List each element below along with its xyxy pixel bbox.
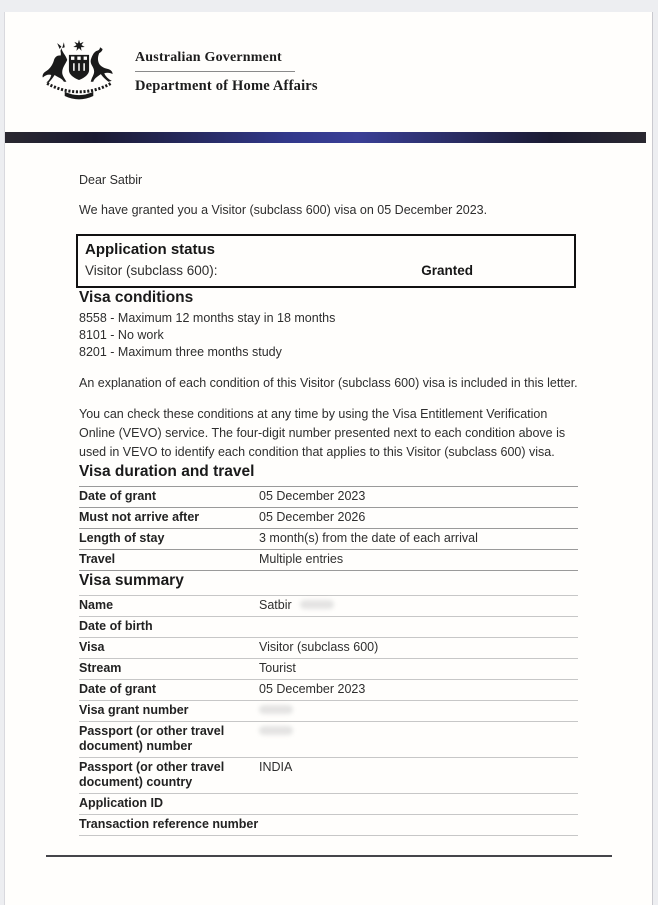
row-label: Visa grant number — [79, 703, 189, 717]
table-row — [79, 757, 578, 793]
row-label: Passport (or other travel document) number — [79, 724, 225, 753]
row-label: Length of stay — [79, 531, 165, 545]
footer-divider — [46, 855, 612, 857]
row-label: Stream — [79, 661, 122, 675]
table-row — [79, 637, 578, 658]
visa-summary-table — [79, 595, 578, 836]
row-value — [259, 598, 578, 613]
row-value-text: 05 December 2023 — [259, 682, 366, 696]
visa-conditions-list — [79, 310, 580, 361]
row-label: Name — [79, 598, 114, 612]
letter-page — [4, 12, 653, 905]
row-value-text: Satbir — [259, 598, 292, 612]
row-value — [259, 489, 578, 504]
visa-conditions-heading: Visa conditions — [79, 289, 194, 306]
row-value — [259, 661, 578, 676]
table-row — [79, 814, 578, 835]
row-value-text: 05 December 2023 — [259, 489, 366, 503]
visa-duration-heading: Visa duration and travel — [79, 463, 255, 480]
row-value — [259, 640, 578, 655]
table-row — [79, 595, 578, 616]
letterhead-text — [135, 50, 318, 95]
application-status-row — [85, 261, 567, 280]
table-row — [79, 658, 578, 679]
grant-statement: We have granted you a Visitor (subclass 600) visa on 05 December 2023. — [79, 203, 488, 217]
agency-name: Australian Government — [135, 50, 282, 65]
row-value — [259, 682, 578, 697]
vevo-note: You can check these conditions at any time by using the Visa Entitlement Verification Online (VEVO) service. The four-digit number presented next to each condition above is used in VEVO to identify each condition that applies to this Visitor (subclass 600) visa. — [79, 407, 566, 459]
row-value-text: Visitor (subclass 600) — [259, 640, 379, 654]
table-row — [79, 549, 578, 570]
table-row — [79, 528, 578, 549]
table-row — [79, 721, 578, 757]
row-value-text: Multiple entries — [259, 552, 344, 566]
condition-item: 8101 - No work — [79, 328, 164, 342]
row-value-text: 05 December 2026 — [259, 510, 366, 524]
row-label: Must not arrive after — [79, 510, 200, 524]
row-label: Date of grant — [79, 682, 157, 696]
row-value — [259, 510, 578, 525]
status-badge: Granted — [421, 263, 473, 278]
table-row — [79, 700, 578, 721]
table-row — [79, 679, 578, 700]
application-status-box — [76, 234, 576, 288]
department-name: Department of Home Affairs — [135, 78, 318, 94]
row-value — [259, 724, 578, 754]
row-value — [259, 817, 578, 832]
conditions-explanation: An explanation of each condition of this Visitor (subclass 600) visa is included in this letter. — [79, 376, 578, 390]
row-label: Travel — [79, 552, 116, 566]
visa-summary-heading: Visa summary — [79, 572, 184, 589]
row-label: Passport (or other travel document) country — [79, 760, 225, 789]
row-label: Date of birth — [79, 619, 153, 633]
header-band — [5, 132, 646, 143]
row-value — [259, 531, 578, 546]
australian-coat-of-arms-icon — [37, 38, 121, 112]
redaction-smudge — [259, 705, 293, 714]
row-value — [259, 619, 578, 634]
letterhead — [37, 38, 318, 112]
redaction-smudge — [300, 600, 334, 609]
salutation: Dear Satbir — [79, 173, 143, 187]
row-value-text: INDIA — [259, 760, 293, 774]
row-value — [259, 760, 578, 790]
condition-item: 8558 - Maximum 12 months stay in 18 months — [79, 311, 336, 325]
table-row — [79, 616, 578, 637]
row-value — [259, 703, 578, 718]
redaction-smudge — [259, 726, 293, 735]
table-row — [79, 486, 578, 507]
table-row — [79, 507, 578, 528]
visa-duration-table — [79, 486, 578, 571]
row-value-text: Tourist — [259, 661, 296, 675]
row-label: Visa — [79, 640, 105, 654]
condition-item: 8201 - Maximum three months study — [79, 345, 282, 359]
letter-body — [79, 143, 580, 836]
row-label: Application ID — [79, 796, 164, 810]
row-label: Transaction reference number — [79, 817, 259, 831]
row-label: Date of grant — [79, 489, 157, 503]
application-status-title: Application status — [85, 241, 216, 258]
row-value-text: 3 month(s) from the date of each arrival — [259, 531, 478, 545]
letterhead-divider — [135, 71, 295, 72]
table-row — [79, 793, 578, 814]
row-value — [259, 552, 578, 567]
row-value — [259, 796, 578, 811]
application-status-label: Visitor (subclass 600): — [85, 263, 218, 278]
